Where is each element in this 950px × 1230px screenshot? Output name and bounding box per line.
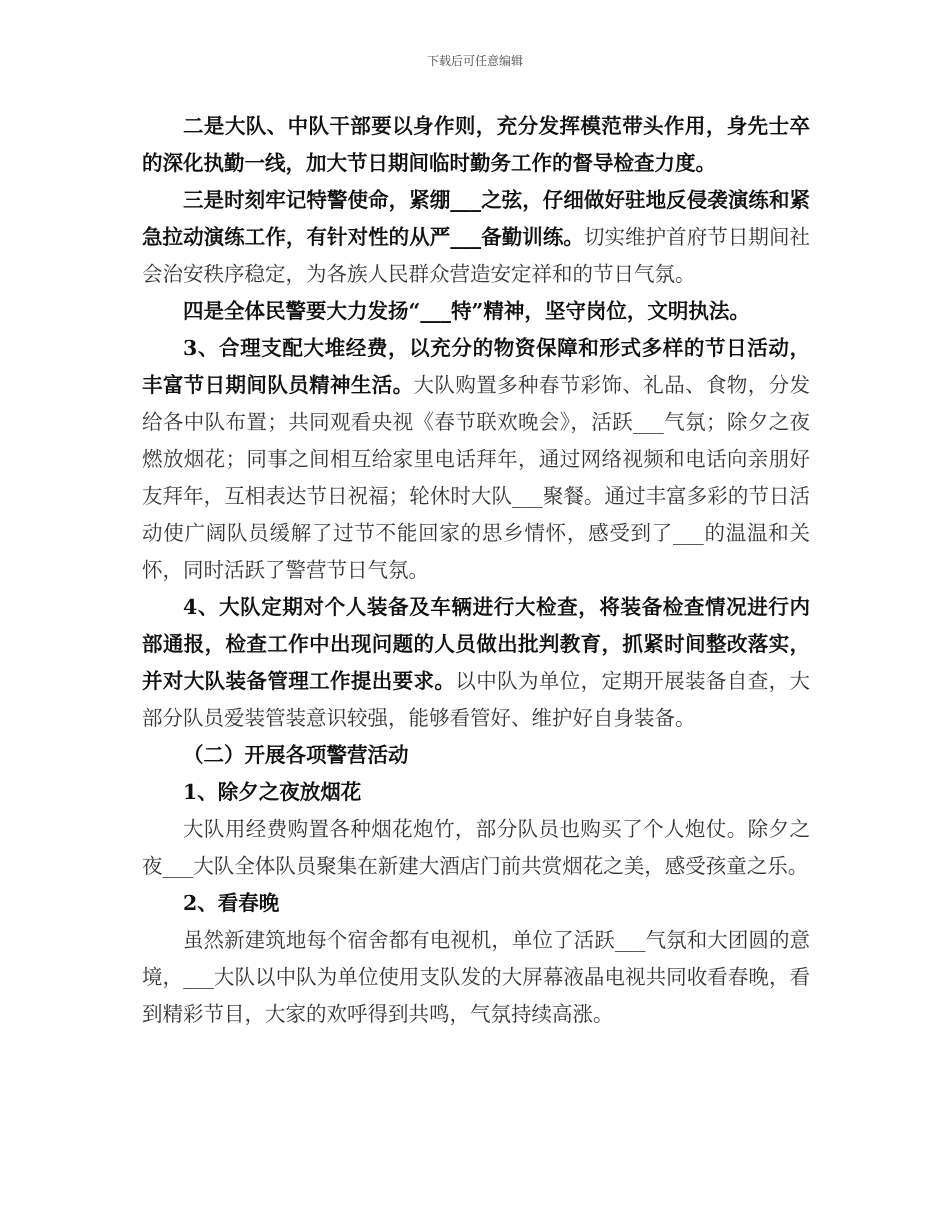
paragraph-bold-text: 二是大队、中队干部要以身作则，充分发挥模范带头作用，身先士卒的深化执勤一线，加大节日期间临时勤务工作的督导检查力度。 [142,114,810,175]
section-title: （二）开展各项警营活动 [183,743,409,767]
paragraph-bold-text: 四是全体民警要大力发扬“___特”精神，坚守岗位，文明执法。 [183,299,750,323]
paragraph-bold-text: 4、大队定期对个人装备及车辆进行大检查，将装备检查情况进行内部通报，检查工作中出现问题的人员做出批判教育，抓紧时间整改落实，并对大队装备管理工作提出要求。 [142,595,810,693]
paragraph-normal-text: 切实维护首府节日期间社会治安秩序稳定，为各族人民群众营造安定祥和的节日气氛。 [142,225,811,286]
section-item-heading: 2、看春晚 [183,891,280,915]
paragraph-bold-text: 3、合理支配大堆经费，以充分的物资保障和形式多样的节日活动，丰富节日期间队员精神生活。 [142,336,810,397]
paragraph-2 [142,108,810,182]
document-body [142,108,810,1033]
page-header: 下载后可任意编辑 [426,54,523,68]
paragraph-4 [142,293,810,330]
paragraph-funds [142,330,810,589]
paragraph-3 [142,182,810,293]
section-item-body: 虽然新建筑地每个宿舍都有电视机，单位了活跃___气氛和大团圆的意境，___大队以中队为单位使用支队发的大屏幕液晶电视共同收看春晚，看到精彩节目，大家的欢呼得到共鸣，气氛持续高涨。 [142,928,810,1026]
paragraph-bold-text: 三是时刻牢记特警使命，紧绷___之弦，仔细做好驻地反侵袭演练和紧急拉动演练工作，有针对性的从严___备勤训练。 [142,188,810,249]
section-item-heading: 1、除夕之夜放烟花 [183,780,362,804]
paragraph-equipment [142,589,810,737]
paragraph-normal-text: 以中队为单位，定期开展装备自查，大部分队员爱装管装意识较强，能够看管好、维护好自身装备。 [142,669,811,730]
paragraph-normal-text: 大队购置多种春节彩饰、礼品、食物，分发给各中队布置；共同观看央视《春节联欢晚会》，活跃___气氛；除夕之夜燃放烟花；同事之间相互给家里电话拜年，通过网络视频和电话向亲朋好友拜年，互相表达节日祝福；轮休时大队___聚餐。通过丰富多彩的节日活动使广阔队员缓解了过节不能回家的思乡情怀，感受到了___的温温和关怀，同时活跃了警营节日气氛。 [142,373,811,582]
section-item-body: 大队用经费购置各种烟花炮竹，部分队员也购买了个人炮仗。除夕之夜___大队全体队员聚集在新建大酒店门前共赏烟花之美，感受孩童之乐。 [142,817,810,878]
